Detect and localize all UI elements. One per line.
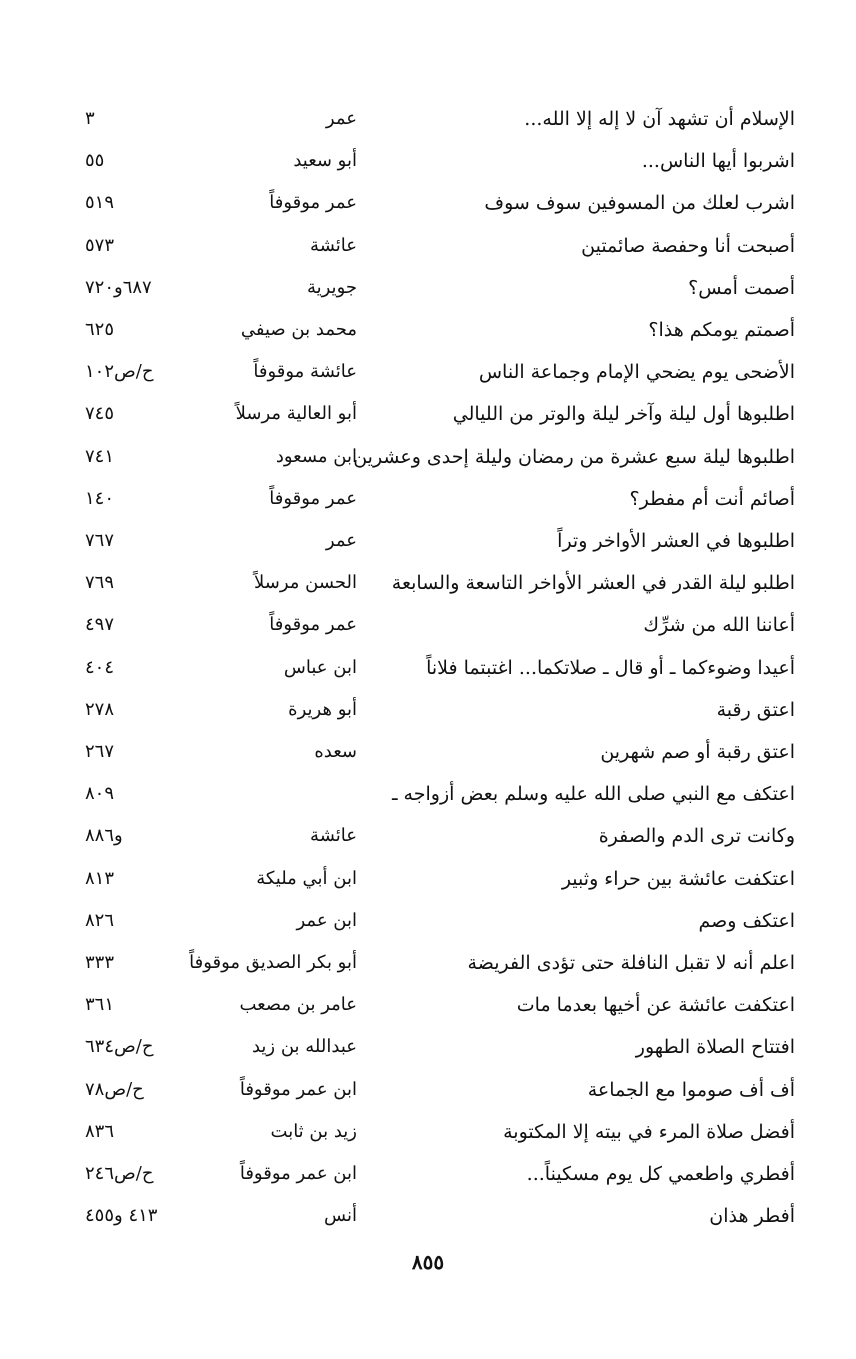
index-entry — [70, 446, 800, 486]
narrator: ابن عمر موقوفاً — [239, 1079, 357, 1100]
hadith-text: اطلبوها في العشر الأواخر وتراً — [557, 530, 795, 552]
reference-number: ٥٧٣ — [85, 235, 115, 256]
reference-number: ٧٦٧ — [85, 530, 115, 551]
hadith-text: أف أف صوموا مع الجماعة — [587, 1079, 795, 1101]
index-entry — [70, 825, 800, 865]
narrator: الحسن مرسلاً — [254, 572, 357, 593]
narrator: جويرية — [306, 277, 357, 298]
narrator: عامر بن مصعب — [239, 994, 357, 1015]
hadith-text: اعتق رقبة — [716, 699, 795, 721]
reference-number: ٦٨٧و٧٢٠ — [85, 277, 152, 298]
hadith-text: أصبحت أنا وحفصة صائمتين — [581, 235, 795, 257]
narrator: أبو بكر الصديق موقوفاً — [189, 952, 357, 973]
narrator: عائشة موقوفاً — [253, 361, 357, 382]
index-entry — [70, 235, 800, 275]
narrator: أنس — [324, 1205, 357, 1226]
narrator: ابن مسعود — [275, 446, 357, 467]
reference-number: ٤٩٧ — [85, 614, 115, 635]
hadith-text: وكانت ترى الدم والصفرة — [598, 825, 795, 847]
hadith-text: اعتكفت عائشة بين حراء وثبير — [561, 868, 795, 890]
hadith-text: أصائم أنت أم مفطر؟ — [629, 488, 795, 510]
reference-number: ٣ — [85, 108, 95, 129]
narrator: عمر موقوفاً — [269, 192, 357, 213]
reference-number: ٧٤١ — [85, 446, 115, 467]
hadith-text: اعتكفت عائشة عن أخيها بعدما مات — [516, 994, 795, 1016]
hadith-text: افتتاح الصلاة الطهور — [635, 1036, 795, 1058]
reference-number: ح/ص١٠٢ — [85, 361, 154, 382]
narrator: محمد بن صيفي — [240, 319, 357, 340]
page-number: ٨٥٥ — [411, 1250, 445, 1274]
hadith-text: أصمتم يومكم هذا؟ — [648, 319, 795, 341]
reference-number: ٨٣٦ — [85, 1121, 115, 1142]
narrator: عائشة — [310, 825, 357, 846]
reference-number: ٣٣٣ — [85, 952, 115, 973]
reference-number: ٥١٩ — [85, 192, 115, 213]
index-entry — [70, 361, 800, 401]
index-entry — [70, 1036, 800, 1076]
reference-number: ح/ص٢٤٦ — [85, 1163, 154, 1184]
index-entry — [70, 699, 800, 739]
reference-number: ١٤٠ — [85, 488, 115, 509]
reference-number: ح/ص٦٣٤ — [85, 1036, 154, 1057]
index-entry — [70, 277, 800, 317]
reference-number: ٨١٣ — [85, 868, 115, 889]
index-entry — [70, 192, 800, 232]
index-entry — [70, 1079, 800, 1119]
narrator: أبو هريرة — [288, 699, 357, 720]
reference-number: ٤١٣ و٤٥٥ — [85, 1205, 158, 1226]
index-entry — [70, 1163, 800, 1203]
narrator: سعده — [314, 741, 357, 762]
index-entry — [70, 783, 800, 823]
narrator: عمر — [325, 108, 357, 129]
narrator: ابن عباس — [283, 657, 357, 678]
index-entry — [70, 868, 800, 908]
hadith-text: اعتكف مع النبي صلى الله عليه وسلم بعض أزواجه ـ — [391, 783, 795, 805]
narrator: عمر — [325, 530, 357, 551]
index-entry — [70, 530, 800, 570]
narrator: زيد بن ثابت — [270, 1121, 357, 1142]
hadith-text: اطلبو ليلة القدر في العشر الأواخر التاسعة والسابعة — [391, 572, 795, 594]
reference-number: ٢٧٨ — [85, 699, 115, 720]
hadith-text: اعلم أنه لا تقبل النافلة حتى تؤدى الفريضة — [467, 952, 795, 974]
narrator: عائشة — [310, 235, 357, 256]
index-entry — [70, 150, 800, 190]
index-entry — [70, 403, 800, 443]
hadith-text: الإسلام أن تشهد آن لا إله إلا الله... — [524, 108, 795, 130]
narrator: ابن أبي مليكة — [256, 868, 357, 889]
narrator: عمر موقوفاً — [269, 614, 357, 635]
index-entry — [70, 952, 800, 992]
index-entry — [70, 1205, 800, 1245]
index-entry — [70, 657, 800, 697]
reference-number: و٨٨٦ — [85, 825, 123, 846]
hadith-text: اعتق رقبة أو صم شهرين — [600, 741, 795, 763]
index-entry — [70, 1121, 800, 1161]
hadith-text: أصمت أمس؟ — [688, 277, 795, 299]
hadith-text: أعيدا وضوءكما ـ أو قال ـ صلاتكما... اغتبتما فلاناً — [426, 657, 795, 679]
index-entry — [70, 488, 800, 528]
index-entry — [70, 741, 800, 781]
hadith-text: أفضل صلاة المرء في بيته إلا المكتوبة — [503, 1121, 795, 1143]
hadith-text: الأضحى يوم يضحي الإمام وجماعة الناس — [478, 361, 795, 383]
hadith-text: اطلبوها ليلة سبع عشرة من رمضان وليلة إحدى وعشرين — [353, 446, 795, 468]
reference-number: ٣٦١ — [85, 994, 115, 1015]
hadith-text: اشربوا أيها الناس... — [641, 150, 795, 172]
hadith-text: أفطر هذان — [709, 1205, 795, 1227]
hadith-text: أعاننا الله من شرِّك — [643, 614, 795, 636]
index-entry — [70, 319, 800, 359]
narrator: عمر موقوفاً — [269, 488, 357, 509]
reference-number: ٨٢٦ — [85, 910, 115, 931]
narrator: ابن عمر موقوفاً — [239, 1163, 357, 1184]
hadith-text: اطلبوها أول ليلة وآخر ليلة والوتر من الليالي — [452, 403, 795, 425]
reference-number: ٧٤٥ — [85, 403, 115, 424]
hadith-text: اشرب لعلك من المسوفين سوف سوف — [484, 192, 795, 214]
hadith-text: أفطري واطعمي كل يوم مسكيناً... — [526, 1163, 795, 1185]
reference-number: ٢٦٧ — [85, 741, 115, 762]
narrator: أبو سعيد — [293, 150, 357, 171]
reference-number: ح/ص٧٨ — [85, 1079, 144, 1100]
reference-number: ٥٥ — [85, 150, 105, 171]
narrator: ابن عمر — [296, 910, 357, 931]
index-entry — [70, 108, 800, 148]
reference-number: ٦٢٥ — [85, 319, 115, 340]
reference-number: ٨٠٩ — [85, 783, 115, 804]
index-entry — [70, 994, 800, 1034]
hadith-text: اعتكف وصم — [698, 910, 795, 932]
index-entry — [70, 910, 800, 950]
reference-number: ٤٠٤ — [85, 657, 115, 678]
narrator: أبو العالية مرسلاً — [235, 403, 357, 424]
narrator: عبدالله بن زيد — [251, 1036, 357, 1057]
index-entry — [70, 614, 800, 654]
reference-number: ٧٦٩ — [85, 572, 115, 593]
index-entry — [70, 572, 800, 612]
